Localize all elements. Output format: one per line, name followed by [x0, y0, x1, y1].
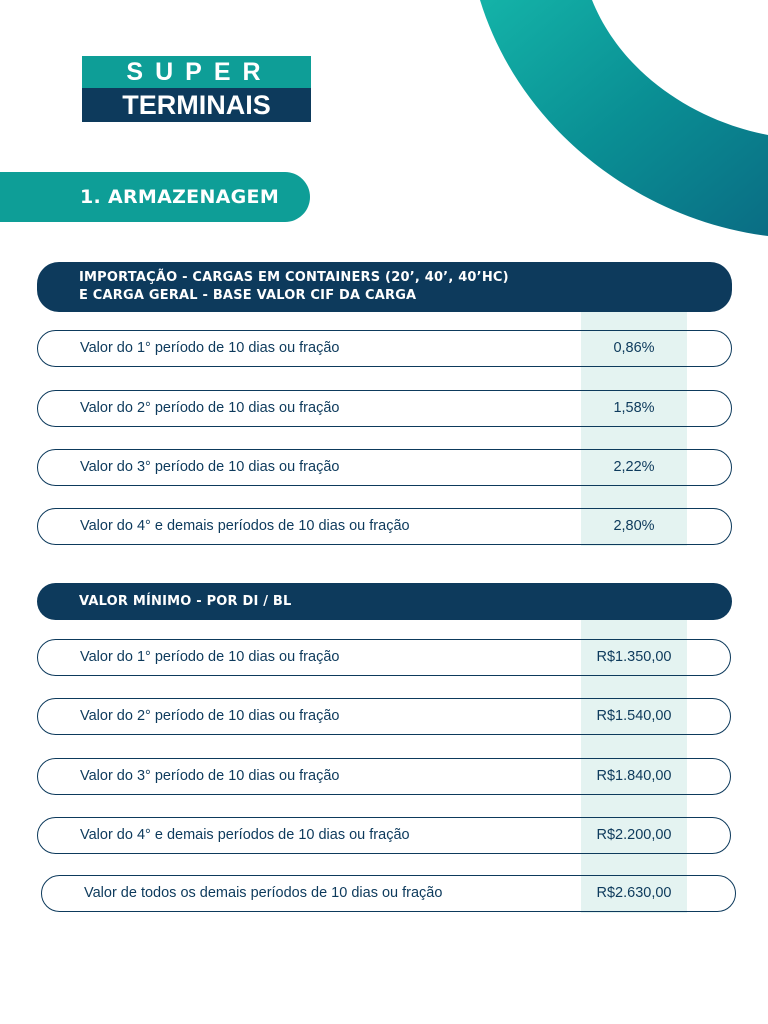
table2-row: [37, 639, 731, 676]
row-value: 1,58%: [613, 400, 655, 416]
table2-header-text: VALOR MÍNIMO - POR DI / BL: [79, 594, 292, 609]
row-value: R$1.540,00: [596, 708, 672, 724]
table1-header: [37, 262, 732, 312]
row-label: Valor do 3° período de 10 dias ou fração: [80, 459, 340, 475]
section-title: 1. ARMAZENAGEM: [80, 186, 280, 208]
table1-row: [37, 508, 732, 545]
table2-row: [37, 817, 731, 854]
table2-row: [37, 758, 731, 795]
row-label: Valor do 2° período de 10 dias ou fração: [80, 400, 340, 416]
row-value: 2,22%: [613, 459, 655, 475]
row-label: Valor do 4° e demais períodos de 10 dias ou fração: [80, 827, 410, 843]
row-value: 0,86%: [613, 340, 655, 356]
section-title-pill: [0, 172, 310, 222]
table2-row: [41, 875, 736, 912]
table2-row: [37, 698, 731, 735]
table1-row: [37, 330, 732, 367]
logo: [82, 56, 311, 122]
table1-row: [37, 449, 732, 486]
row-value: 2,80%: [613, 518, 655, 534]
row-label: Valor do 4° e demais períodos de 10 dias ou fração: [80, 518, 410, 534]
row-value: R$1.350,00: [596, 649, 672, 665]
row-value: R$2.630,00: [596, 885, 672, 901]
logo-line-2: TERMINAIS: [122, 90, 271, 120]
table2-header: [37, 583, 732, 620]
table1-row: [37, 390, 732, 427]
row-value: R$2.200,00: [596, 827, 672, 843]
table1-header-line-2: E CARGA GERAL - BASE VALOR CIF DA CARGA: [79, 288, 417, 303]
row-value: R$1.840,00: [596, 768, 672, 784]
table1-header-line-1: IMPORTAÇÃO - CARGAS EM CONTAINERS (20’, 40’, 40’HC): [79, 270, 509, 285]
row-label: Valor do 1° período de 10 dias ou fração: [80, 340, 340, 356]
row-label: Valor de todos os demais períodos de 10 dias ou fração: [84, 885, 443, 901]
row-label: Valor do 1° período de 10 dias ou fração: [80, 649, 340, 665]
row-label: Valor do 2° período de 10 dias ou fração: [80, 708, 340, 724]
row-label: Valor do 3° período de 10 dias ou fração: [80, 768, 340, 784]
logo-line-1: SUPER: [82, 56, 311, 88]
